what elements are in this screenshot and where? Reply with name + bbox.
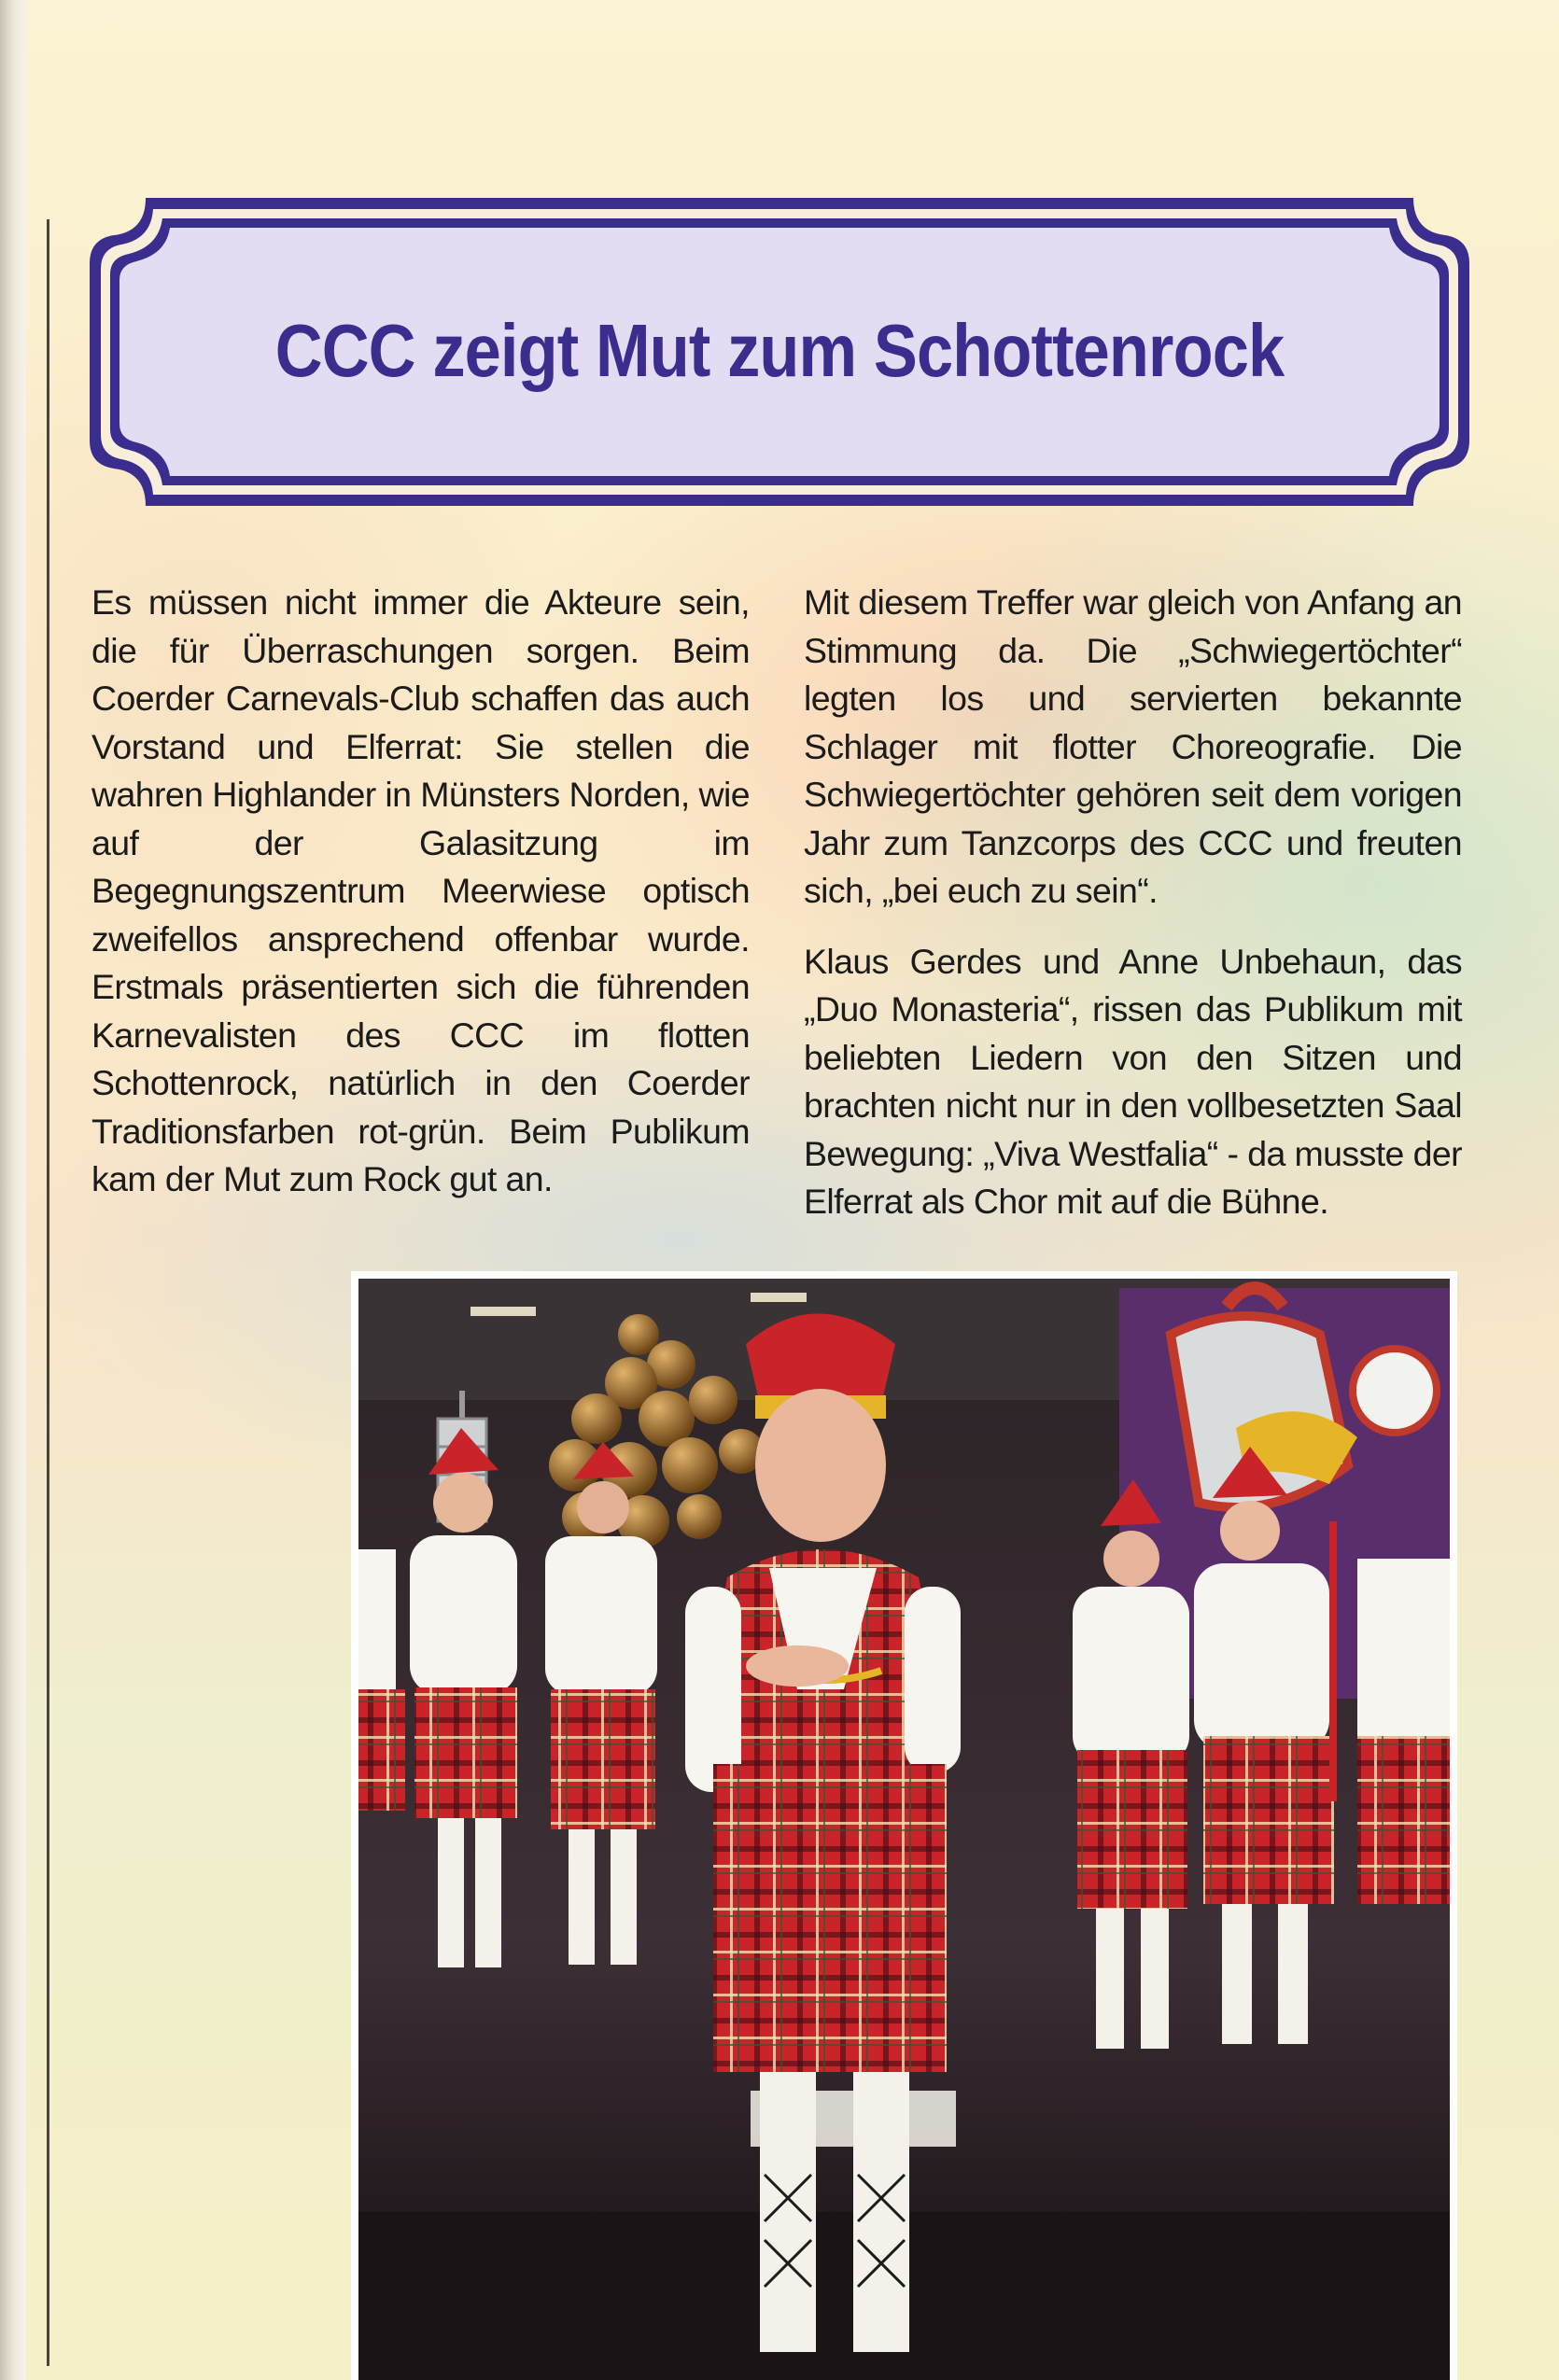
paragraph-right-2: Klaus Gerdes und Anne Unbehaun, das „Duo Monasteria“, rissen das Publikum mit beliebten Liedern von den Sitzen und brachten nicht nur in den vollbesetzten Saal Bewegung: „Viva Westfalia“ - da musste der Elferrat als Chor mit auf die Bühne. (804, 941, 1463, 1221)
article-photo (351, 1271, 1457, 2380)
page-title: CCC zeigt Mut zum Schottenrock (274, 309, 1285, 392)
spine-shadow (47, 219, 49, 2366)
page-fold-edge (0, 0, 26, 2380)
photo-highland-costumes (358, 1279, 1450, 2380)
paragraph-left-1: Es müssen nicht immer die Akteure sein, die für Überraschungen sorgen. Beim Coerder Carnevals-Club schaffen das auch Vorstand und Elferrat: Sie stellen die wahren Highlander in Münsters Norden, wie auf der Galasitzung im Begegnungszentrum Meerwiese optisch zweifellos ansprechend offenbar wurde. Erstmals präsentierten sich die führenden Karnevalisten des CCC im flotten Schottenrock, natürlich in den Coerder Traditionsfarben rot-grün. Beim Publikum kam der Mut zum Rock gut an. (91, 582, 750, 1198)
title-banner (90, 198, 1469, 506)
right-column (804, 579, 1462, 1249)
left-column (91, 579, 750, 1226)
paragraph-right-1: Mit diesem Treffer war gleich von Anfang an Stimmung da. Die „Schwiegertöchter“ legten los und servierten bekannte Schlager mit flotter Choreografie. Die Schwiegertöchter gehören seit dem vorigen Jahr zum Tanzcorps des CCC und freuten sich, „bei euch zu sein“. (804, 582, 1462, 910)
magazine-page (26, 0, 1559, 2380)
